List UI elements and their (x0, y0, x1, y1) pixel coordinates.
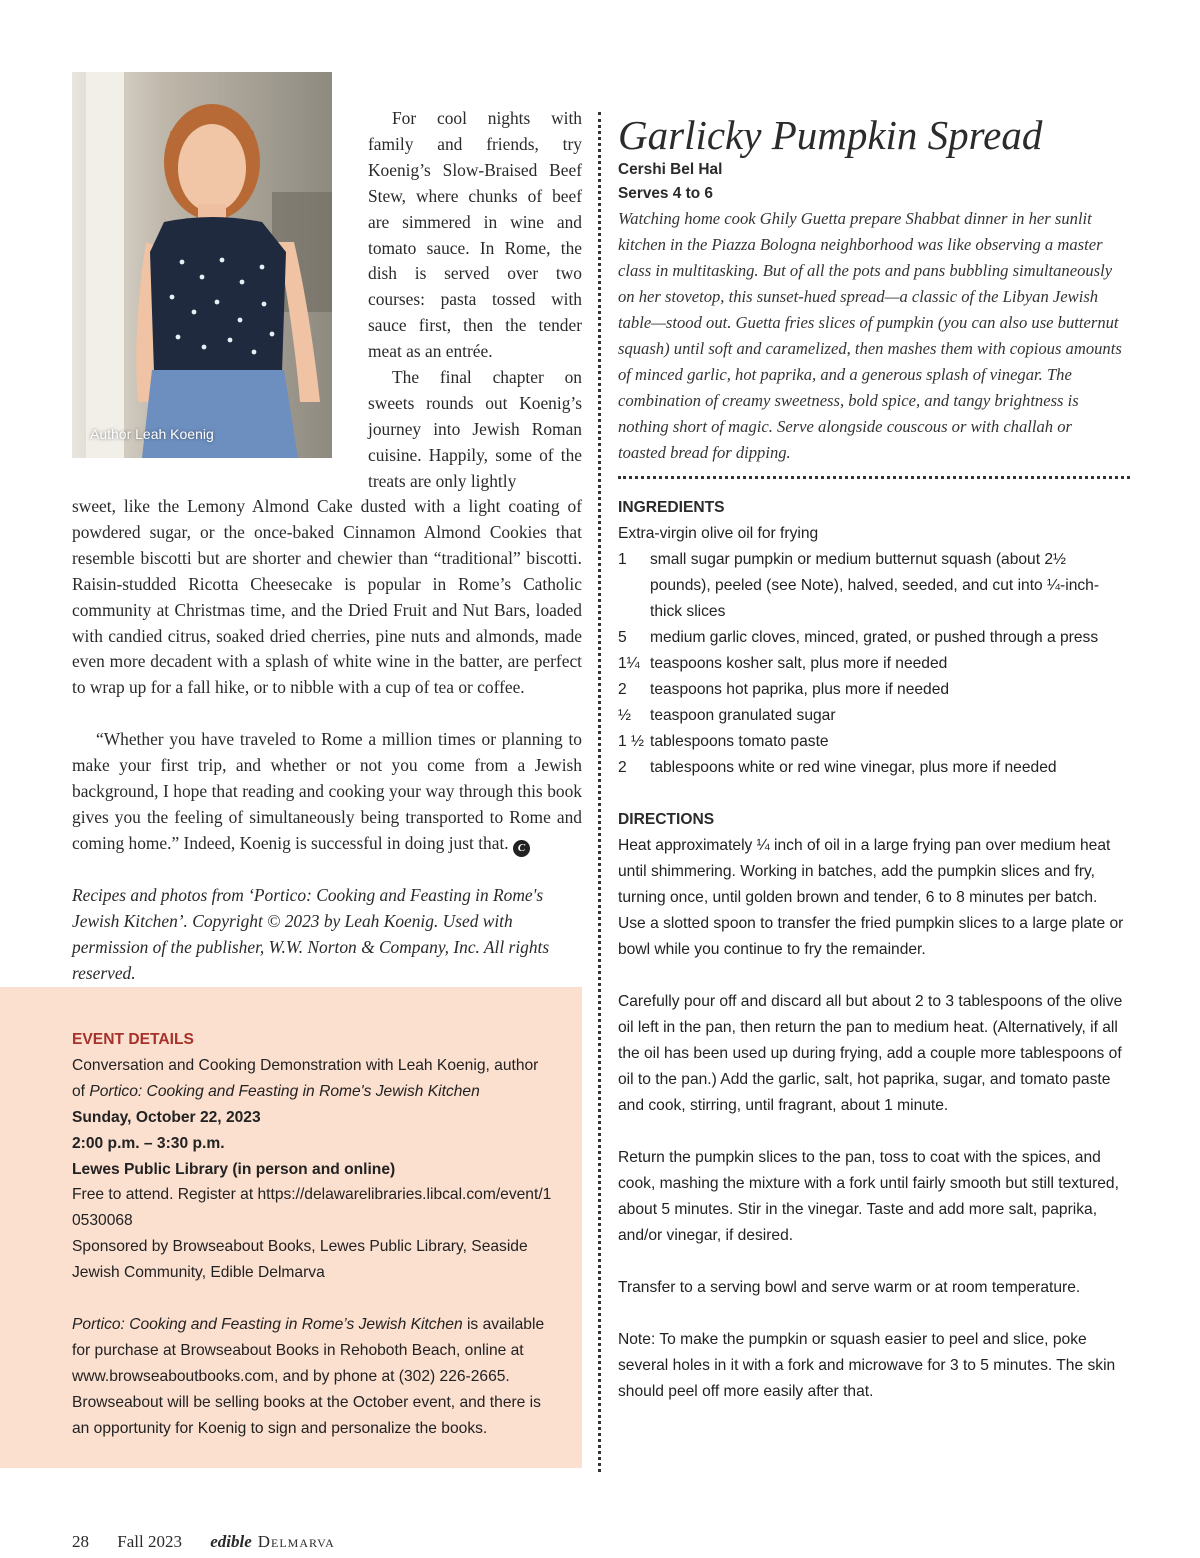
ingredient-text: tablespoons white or red wine vinegar, plus more if needed (650, 759, 1057, 776)
register-link[interactable]: https://delawarelibraries.libcal.com/event/10530068 (72, 1186, 552, 1230)
page-number: 28 (72, 1532, 89, 1551)
ingredient-text: teaspoon granulated sugar (650, 707, 836, 724)
ingredient-qty: 2 (618, 759, 627, 776)
direction-step: Note: To make the pumpkin or squash easier to peel and slice, poke several holes in it with a fork and microwave for 3 to 5 minutes. The skin should peel off more easily after that. (618, 1331, 1116, 1400)
direction-step: Return the pumpkin slices to the pan, toss to coat with the spices, and cook, mashing the mixture with a fork until fairly smooth but still textured, about 5 minutes. Stir in the vinegar. Taste and add more salt, paprika, and/or vinegar, if desired. (618, 1149, 1119, 1244)
article-paragraph-1: For cool nights with family and friends, try Koenig’s Slow-Braised Beef Stew, where chunks of beef are simmered in wine and tomato sauce. In Rome, the dish is served over two courses: pasta tossed with sauce first, then the tender meat as an entrée. (368, 108, 582, 362)
photo-caption: Author Leah Koenig (90, 426, 214, 442)
author-photo-illustration (72, 72, 332, 458)
directions-list (618, 833, 1128, 1405)
ingredients-heading: INGREDIENTS (618, 499, 725, 516)
ingredient-qty: 1 (618, 551, 627, 568)
ingredient-text: medium garlic cloves, minced, grated, or pushed through a press (650, 629, 1099, 646)
end-mark-icon: C (513, 840, 530, 857)
recipe-divider (618, 476, 1130, 479)
article-paragraph-3-text: “Whether you have traveled to Rome a million times or planning to make your first trip, and whether or not you come from a Jewish background, I hope that reading and cooking your way through this book gives you the feeling of simultaneously being transported to Rome and coming home.” Indeed, Koenig is successful in doing just that. (72, 729, 582, 853)
column-divider (598, 112, 601, 1472)
ingredient-row (618, 703, 1128, 729)
ingredient-row (618, 547, 1128, 625)
register-prefix: Free to attend. Register at (72, 1186, 254, 1204)
article-paragraph-3 (72, 727, 582, 857)
page-footer (72, 1530, 359, 1554)
ingredient-text: teaspoons kosher salt, plus more if needed (650, 655, 948, 672)
event-description (72, 1053, 552, 1105)
recipe-serves: Serves 4 to 6 (618, 185, 713, 202)
issue-label: Fall 2023 (117, 1532, 182, 1551)
ingredient-qty: 5 (618, 629, 627, 646)
ingredient-text: tablespoons tomato paste (650, 733, 829, 750)
ingredient-text: teaspoons hot paprika, plus more if needed (650, 681, 950, 698)
event-availability (72, 1312, 552, 1442)
event-heading: EVENT DETAILS (72, 1031, 194, 1048)
ingredient-row (618, 625, 1128, 651)
ingredient-qty: 1 ½ (618, 733, 645, 750)
ingredient-row (618, 755, 1128, 781)
availability-text: is available for purchase at Browseabout Books in Rehoboth Beach, online at www.browseaboutbooks.com, and by phone at (302) 226-2665. Browseabout will be selling books at the October event, and there is an opportunity for Koenig to sign and personalize the books. (72, 1316, 545, 1437)
ingredient-qty: 2 (618, 681, 627, 698)
ingredient-row (618, 677, 1128, 703)
recipe-intro: Watching home cook Ghily Guetta prepare Shabbat dinner in her sunlit kitchen in the Piazza Bologna neighborhood was like observing a master class in multitasking. But of all the pots and pans bubbling simultaneously on her stovetop, this sunset-hued spread—a classic of the Libyan Jewish table—stood out. Guetta fries slices of pumpkin (you can also use butternut squash) until soft and caramelized, then mashes them with copious amounts of minced garlic, hot paprika, and a generous splash of vinegar. The combination of creamy sweetness, bold spice, and tangy brightness is nothing short of magic. Serve alongside couscous or with challah or toasted bread for dipping. (618, 209, 1122, 462)
ingredient-row (618, 651, 1128, 677)
ingredients-lead: Extra-virgin olive oil for frying (618, 525, 819, 542)
recipe-column (618, 112, 1128, 1431)
ingredient-qty: 1¼ (618, 655, 640, 672)
recipe-title: Garlicky Pumpkin Spread (618, 112, 1043, 158)
recipe-subtitle: Cershi Bel Hal (618, 161, 723, 178)
event-register (72, 1182, 552, 1234)
ingredient-text: small sugar pumpkin or medium butternut squash (about 2½ pounds), peeled (see Note), halved, seeded, and cut into ¼-inch-thick slices (650, 551, 1100, 620)
event-date: Sunday, October 22, 2023 (72, 1108, 261, 1126)
event-sponsors: Sponsored by Browseabout Books, Lewes Public Library, Seaside Jewish Community, Edible Delmarva (72, 1238, 528, 1282)
direction-step: Heat approximately ¼ inch of oil in a large frying pan over medium heat until shimmering. Working in batches, add the pumpkin slices and fry, turning once, until golden brown and tender, 6 to 8 minutes per batch. Use a slotted spoon to transfer the fried pumpkin slices to a large plate or bowl while you continue to fry the remainder. (618, 837, 1124, 958)
ingredient-row (618, 729, 1128, 755)
event-time: 2:00 p.m. – 3:30 p.m. (72, 1134, 225, 1152)
event-book-title: Portico: Cooking and Feasting in Rome's Jewish Kitchen (89, 1082, 480, 1100)
event-line1: Conversation and Cooking Demonstration with Leah Koenig, author of (72, 1056, 539, 1100)
author-photo (72, 72, 332, 458)
article-paragraph-2b: sweet, like the Lemony Almond Cake dusted with a light coating of powdered sugar, or the once-baked Cinnamon Almond Cookies that resemble biscotti but are shorter and chewier than “traditional” biscotti. Raisin-studded Ricotta Cheesecake is popular in Rome’s Catholic community at Christmas time, and the Dried Fruit and Nut Bars, loaded with candied citrus, soaked dried cherries, pine nuts and almonds, made even more decadent with a splash of white wine in the batter, are perfect to wrap up for a fall hike, or to nibble with a cup of tea or coffee. (72, 496, 582, 698)
ingredient-qty: ½ (618, 707, 632, 724)
brand-name: Delmarva (257, 1532, 335, 1551)
photo-credit: Recipes and photos from ‘Portico: Cooking and Feasting in Rome's Jewish Kitchen’. Copyright © 2023 by Leah Koenig. Used with permission of the publisher, W.W. Norton & Company, Inc. All rights reserved. (72, 885, 550, 983)
directions-heading: DIRECTIONS (618, 811, 715, 828)
event-details-box (0, 987, 582, 1468)
brand-edible: edible (210, 1532, 252, 1551)
event-venue: Lewes Public Library (in person and online) (72, 1160, 396, 1178)
article-paragraph-2a: The final chapter on sweets rounds out Koenig’s journey into Jewish Roman cuisine. Happily, some of the treats are only lightly (368, 367, 582, 491)
direction-step: Transfer to a serving bowl and serve warm or at room temperature. (618, 1279, 1081, 1296)
availability-book-title: Portico: Cooking and Feasting in Rome’s Jewish Kitchen (72, 1316, 463, 1334)
ingredients-list (618, 547, 1128, 781)
direction-step: Carefully pour off and discard all but about 2 to 3 tablespoons of the olive oil left in the pan, then return the pan to medium heat. (Alternatively, if all the oil has been used up during frying, add a couple more tablespoons of oil to the pan.) Add the garlic, salt, hot paprika, sugar, and tomato paste and cook, stirring, until fragrant, about 1 minute. (618, 993, 1123, 1114)
